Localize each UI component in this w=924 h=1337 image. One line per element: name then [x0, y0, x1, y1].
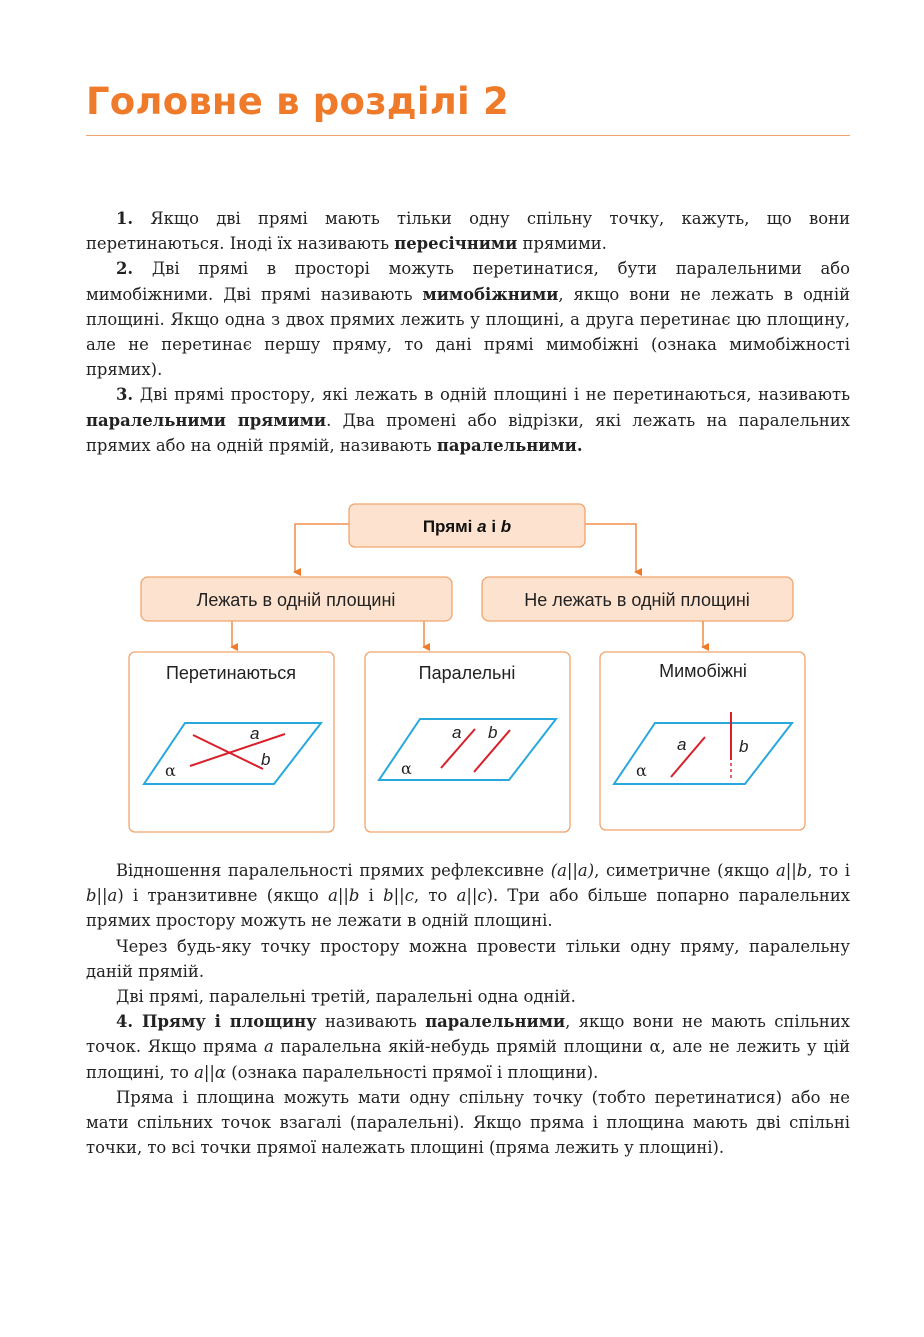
- term-bold: паралельними прямими: [86, 410, 327, 430]
- box-lines-a-b: [349, 504, 585, 547]
- text-run: ). Три або більше попарно паралельних прямих простору можуть не лежати в одній площині.: [86, 886, 851, 931]
- term-bold: пересічними: [394, 234, 518, 254]
- case-intersecting: [129, 652, 334, 832]
- text-run: і: [359, 886, 384, 906]
- math-expr: a: [263, 1037, 274, 1057]
- text-block-properties: [86, 858, 850, 1160]
- text-run: Відношення паралельності прямих рефлексивне: [116, 861, 551, 880]
- section-title: Головне в розділі 2: [86, 80, 509, 123]
- text-run: (ознака паралельності прямої і площини).: [226, 1062, 599, 1082]
- box-coplanar: [141, 577, 452, 621]
- text-run: , якщо вони не лежать в одній площині. Якщо одна з двох прямих лежить у площині, а друга перетинає цю площину, але не перетинає першу пряму, то дані прямі мимобіжні (ознака мимобіжності прямих).: [86, 284, 850, 380]
- label-a: a: [452, 723, 462, 742]
- label-a: a: [250, 724, 260, 743]
- math-expr: a||b: [775, 861, 808, 880]
- text-run: , симетричне (якщо: [594, 861, 776, 880]
- math-expr: b||c: [383, 886, 414, 906]
- item-number: 3.: [116, 385, 134, 405]
- term-bold: паралельними.: [436, 435, 583, 455]
- term-bold: мимобіжними: [422, 284, 559, 304]
- paragraph-transitive: Дві прямі, паралельні третій, паралельні одна одній.: [116, 987, 576, 1007]
- item-number: 4.: [116, 1012, 134, 1032]
- paragraph-line-plane-cases: Пряма і площина можуть мати одну спільну точку (тобто перетинатися) або не мати спільних точок взагалі (паралельні). Якщо пряма і площина мають дві спільні точки, то всі точки прямої належать площині (пряма лежить у площині).: [86, 1087, 850, 1158]
- case-skew: [600, 652, 805, 830]
- case-parallel-title: Паралельні: [418, 663, 516, 683]
- text-run: прямими.: [517, 234, 607, 254]
- text-run: Якщо дві прямі мають тільки одну спільну точку, кажуть, що вони перетинаються. Іноді їх називають: [86, 209, 850, 254]
- term-bold: Пряму і площину: [133, 1012, 317, 1032]
- paragraph-parallel-relation: [86, 858, 850, 934]
- label-alpha: α: [165, 761, 176, 780]
- label-b: b: [261, 750, 271, 769]
- math-expr: a||b: [328, 886, 360, 906]
- label-alpha: α: [401, 759, 412, 778]
- text-run: паралельна якій-небудь прямій площини α, але не лежить у цій площині, то: [86, 1037, 851, 1082]
- label-a: a: [677, 735, 687, 754]
- text-run: ) і транзитивне (якщо: [117, 886, 329, 906]
- box-lines-a-b-label: Прямі a і b: [422, 517, 512, 536]
- math-expr: b||a: [86, 886, 118, 906]
- text-run: , якщо вони не мають спільних точок. Якщо пряма: [86, 1012, 850, 1057]
- box-noncoplanar: [482, 577, 793, 621]
- paragraph-4: [86, 1009, 850, 1085]
- label-alpha: α: [636, 761, 647, 780]
- math-expr: a||α: [194, 1062, 226, 1082]
- item-number: 1.: [116, 209, 134, 228]
- case-intersecting-title: Перетинаються: [165, 663, 297, 683]
- term-bold: паралельними: [425, 1012, 566, 1032]
- item-number: 2.: [116, 259, 134, 279]
- math-expr: a||c: [456, 886, 487, 906]
- paragraph-unique-parallel: Через будь-яку точку простору можна провести тільки одну пряму, паралельну даній прямій.: [86, 936, 850, 981]
- text-run: , то і: [807, 861, 850, 880]
- label-b: b: [488, 723, 498, 742]
- box-coplanar-label: Лежать в одній площині: [196, 590, 396, 610]
- math-expr: (a||a): [550, 861, 595, 880]
- text-run: , то: [413, 886, 457, 906]
- label-b: b: [739, 737, 749, 756]
- text-run: . Два промені або відрізки, які лежать на паралельних прямих або на одній прямій, називають: [86, 410, 851, 455]
- text-run: називають: [316, 1012, 426, 1032]
- box-noncoplanar-label: Не лежать в одній площині: [524, 590, 750, 610]
- text-run: Дві прямі простору, які лежать в одній площині і не перетинаються, називають: [133, 385, 850, 405]
- case-skew-title: Мимобіжні: [659, 661, 747, 681]
- text-run: Дві прямі в просторі можуть перетинатися, бути паралельними або мимобіжними. Дві прямі називають: [86, 259, 850, 304]
- case-parallel: [365, 652, 570, 832]
